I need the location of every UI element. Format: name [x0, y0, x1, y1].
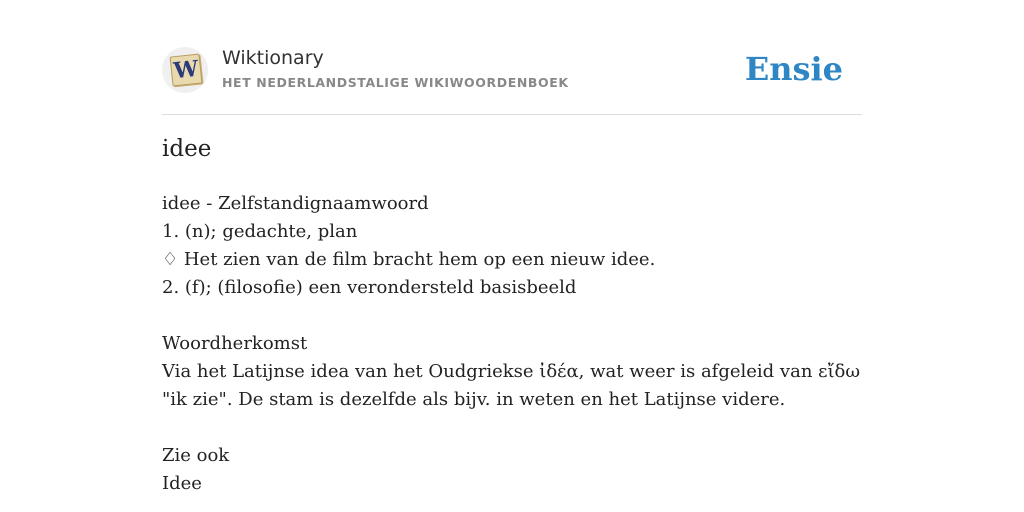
part-of-speech-line: idee - Zelfstandignaamwoord	[162, 193, 429, 214]
entry-content	[162, 190, 862, 498]
etymology-text: Via het Latijnse idea van het Oudgriekse ἰδέα, wat weer is afgeleid van εἴδω "ik zie". De stam is dezelfde als bijv. in weten en het Latijnse videre.	[162, 361, 861, 410]
ensie-brand-link[interactable]: Ensie	[744, 50, 843, 88]
etymology-heading: Woordherkomst	[162, 333, 308, 354]
sense-1: 1. (n); gedachte, plan	[162, 221, 358, 242]
sense-2: 2. (f); (filosofie) een verondersteld basisbeeld	[162, 277, 577, 298]
wiktionary-logo-icon[interactable]	[162, 47, 208, 93]
site-header	[162, 44, 862, 115]
site-name[interactable]: Wiktionary	[222, 47, 324, 69]
site-subtitle: HET NEDERLANDSTALIGE WIKIWOORDENBOEK	[222, 75, 569, 90]
page-title: idee	[162, 136, 212, 162]
see-also-item[interactable]: Idee	[162, 473, 202, 494]
spacer	[162, 414, 862, 442]
example-1: ♢ Het zien van de film bracht hem op een nieuw idee.	[162, 249, 656, 270]
spacer	[162, 302, 862, 330]
see-also-heading: Zie ook	[162, 445, 230, 466]
logo-tile: W	[170, 54, 203, 87]
